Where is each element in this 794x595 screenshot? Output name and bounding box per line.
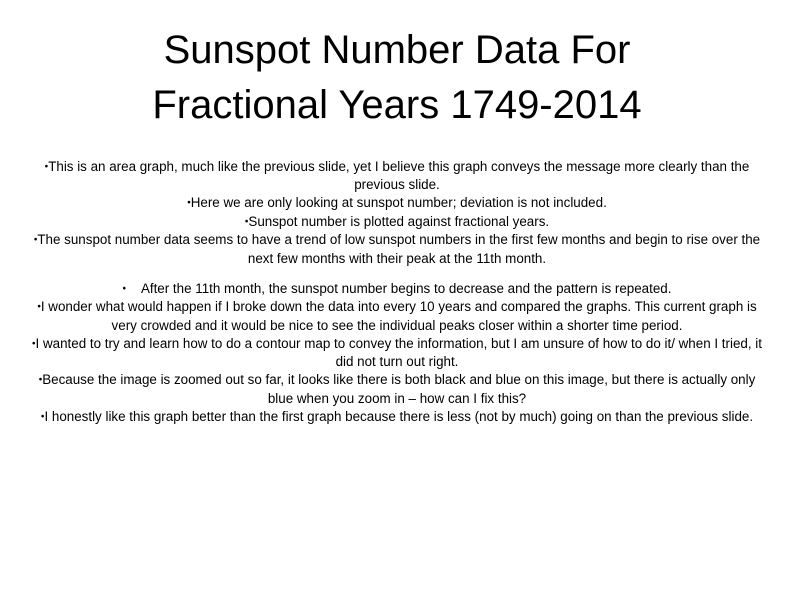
bullet-item xyxy=(28,231,766,267)
bullet-text: I honestly like this graph better than the first graph because there is less (not by much) going on than the previous slide. xyxy=(44,408,754,424)
bullet-item xyxy=(28,213,766,231)
bullet-mark: • xyxy=(40,411,45,423)
bullet-list xyxy=(28,158,766,426)
bullet-text: Here we are only looking at sunspot number; deviation is not included. xyxy=(190,195,607,211)
slide-title-line-2: Fractional Years 1749-2014 xyxy=(152,83,642,127)
bullet-text: After the 11th month, the sunspot number begins to decrease and the pattern is repeated. xyxy=(140,280,672,296)
bullet-item xyxy=(28,335,766,371)
bullet-text: I wonder what would happen if I broke down the data into every 10 years and compared the graphs. This current graph is very crowded and it would be nice to see the individual peaks closer within a shorter time period. xyxy=(40,299,757,333)
bullet-item xyxy=(28,298,766,334)
bullet-mark: • xyxy=(38,374,43,386)
bullet-text: This is an area graph, much like the previous slide, yet I believe this graph conveys the message more clearly than the previous slide. xyxy=(48,159,750,193)
bullet-mark: • xyxy=(37,301,41,313)
bullet-mark: • xyxy=(187,197,191,209)
bullet-text: I wanted to try and learn how to do a contour map to convey the information, but I am unsure of how to do it/ when I tried, it did not turn out right. xyxy=(35,335,762,370)
bullet-text: Sunspot number is plotted against fractional years. xyxy=(248,213,550,229)
bullet-mark: • xyxy=(33,234,38,246)
bullet-text: The sunspot number data seems to have a trend of low sunspot numbers in the first few months and begin to rise over the next few months with their peak at the 11th month. xyxy=(37,232,761,266)
bullet-mark: • xyxy=(244,216,249,228)
bullet-item xyxy=(28,280,766,298)
bullet-mark: • xyxy=(122,283,127,295)
bullet-mark: • xyxy=(44,161,49,173)
bullet-item xyxy=(28,371,766,407)
bullet-item xyxy=(28,194,766,212)
bullet-text: Because the image is zoomed out so far, it looks like there is both black and blue on this image, but there is actually only blue when you zoom in – how can I fix this? xyxy=(42,372,756,406)
slide-title xyxy=(60,23,734,133)
slide-title-line-1: Sunspot Number Data For xyxy=(163,28,631,72)
bullet-mark: • xyxy=(32,338,36,350)
bullet-item xyxy=(28,408,766,426)
bullet-item xyxy=(28,158,766,194)
